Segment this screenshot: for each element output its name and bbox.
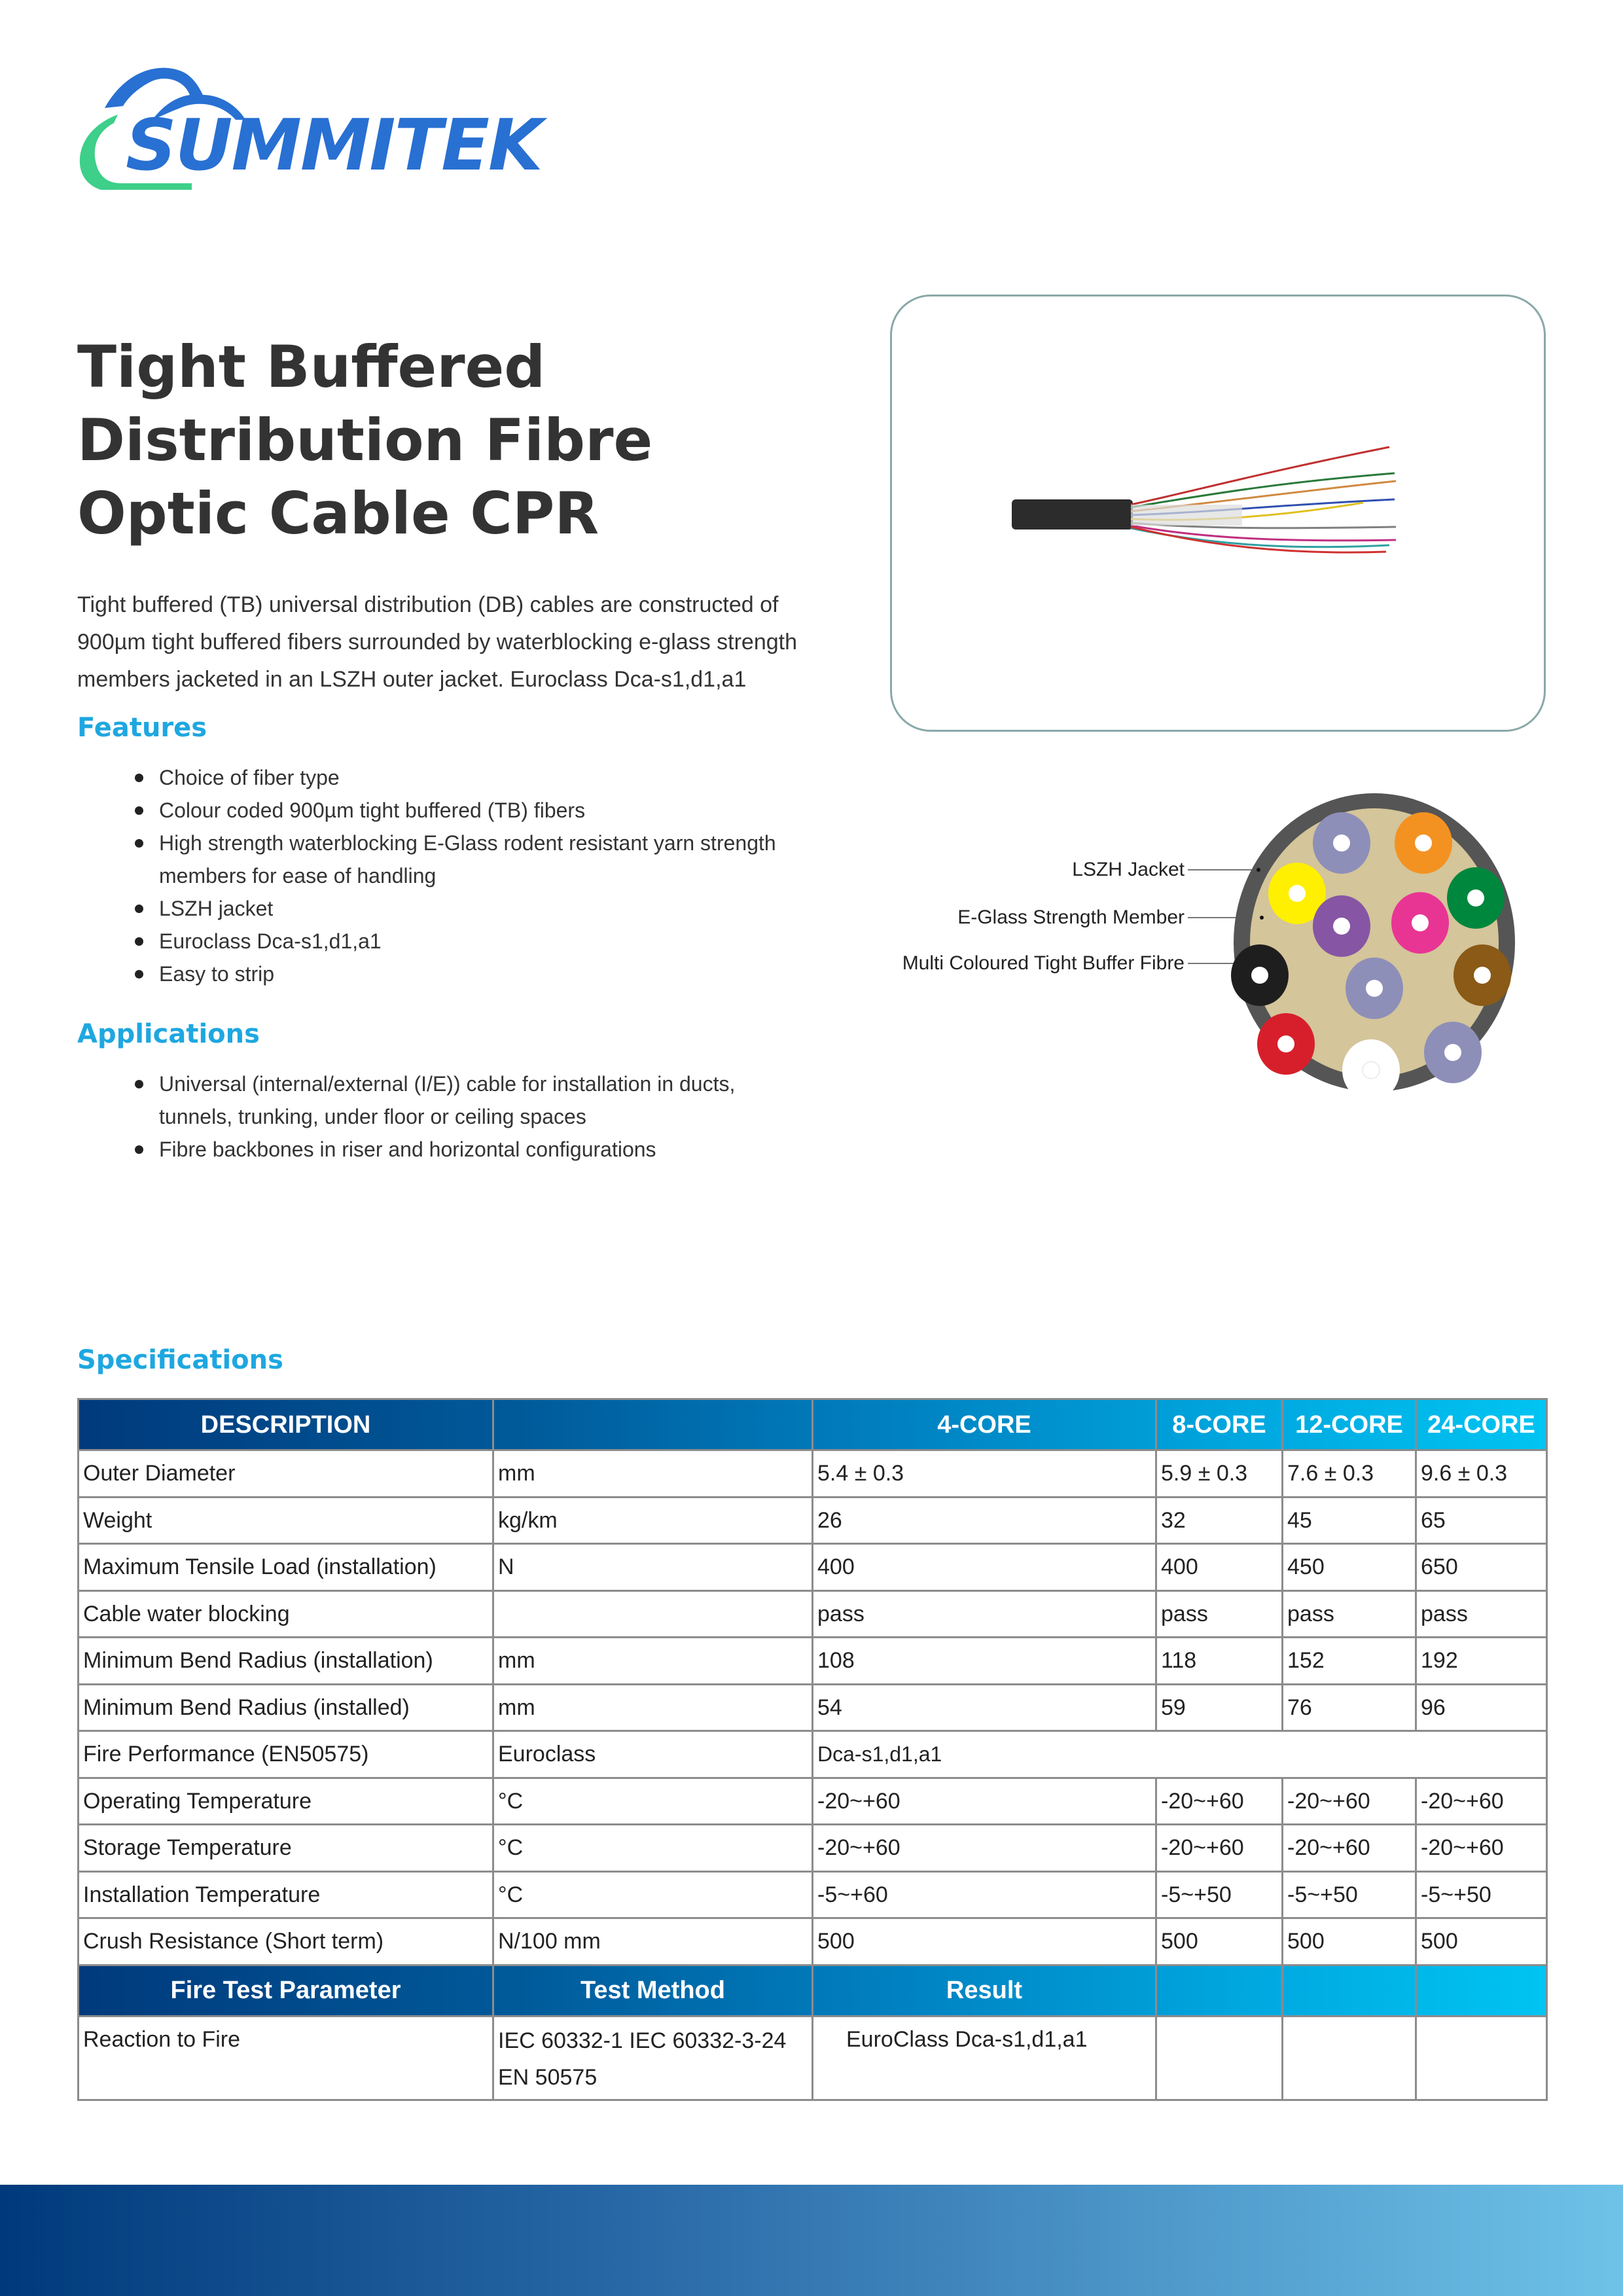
table-row [79, 1497, 1547, 1544]
table-cell: 118 [1156, 1638, 1283, 1685]
cable-photo [892, 296, 1546, 734]
table-cell: 152 [1283, 1638, 1416, 1685]
table-row [79, 1825, 1547, 1872]
specifications-heading: Specifications [77, 1345, 283, 1375]
table-cell: -20~+60 [1416, 1778, 1547, 1825]
table-cell: °C [493, 1871, 813, 1918]
diagram-label: LSZH Jacket [1072, 859, 1185, 880]
table-cell: 32 [1156, 1497, 1283, 1544]
table-cell: IEC 60332-1 IEC 60332-3-24 EN 50575 [493, 2016, 813, 2100]
table-row [79, 1638, 1547, 1685]
table-cell: -20~+60 [1156, 1825, 1283, 1872]
table-row [79, 1450, 1547, 1498]
table-cell: Installation Temperature [79, 1871, 493, 1918]
list-item: Easy to strip [77, 958, 823, 990]
table-cell: -20~+60 [1283, 1778, 1416, 1825]
table-cell: Minimum Bend Radius (installed) [79, 1684, 493, 1731]
empty-header [1283, 1965, 1416, 2016]
list-item: High strength waterblocking E-Glass rodent resistant yarn strength members for ease of handling [77, 827, 823, 892]
intro-paragraph: Tight buffered (TB) universal distribution (DB) cables are constructed of 900µm tight buffered fibers surrounded by waterblocking e-glass strength members jacketed in an LSZH outer jacket. Euroclass Dca-s1,d1,a1 [77, 592, 798, 692]
table-cell: 96 [1416, 1684, 1547, 1731]
fibre-core [1289, 885, 1306, 902]
cable-photo-frame [890, 295, 1546, 732]
table-cell: pass [1416, 1590, 1547, 1638]
column-header: Test Method [493, 1965, 813, 2016]
fire-test-header-row [79, 1965, 1547, 2016]
fibre-core [1333, 834, 1350, 852]
table-row [79, 1731, 1547, 1778]
table-cell: Minimum Bend Radius (installation) [79, 1638, 493, 1685]
list-item: LSZH jacket [77, 892, 823, 925]
fibre-core [1333, 918, 1350, 935]
table-cell: Fire Performance (EN50575) [79, 1731, 493, 1778]
cable-cross-section-diagram [890, 785, 1544, 1100]
table-cell [493, 1590, 813, 1638]
fibre-core [1474, 967, 1491, 984]
table-row [79, 1544, 1547, 1591]
footer-band [0, 2185, 1623, 2296]
table-cell: -5~+50 [1283, 1871, 1416, 1918]
table-cell: 108 [813, 1638, 1156, 1685]
list-item: Fibre backbones in riser and horizontal configurations [77, 1133, 771, 1166]
title-line: Optic Cable CPR [77, 480, 599, 547]
table-cell: kg/km [493, 1497, 813, 1544]
table-cell: mm [493, 1638, 813, 1685]
column-header: 4-CORE [813, 1399, 1156, 1450]
table-cell: Euroclass [493, 1731, 813, 1778]
applications-heading: Applications [77, 1019, 260, 1049]
table-cell: °C [493, 1778, 813, 1825]
empty-header [1156, 1965, 1283, 2016]
table-cell: 192 [1416, 1638, 1547, 1685]
features-list [77, 761, 823, 990]
table-cell: -20~+60 [1156, 1778, 1283, 1825]
table-cell: -20~+60 [813, 1778, 1156, 1825]
empty-header [1416, 1965, 1547, 2016]
table-cell: Outer Diameter [79, 1450, 493, 1498]
table-cell: 500 [813, 1918, 1156, 1965]
fibre-core [1415, 834, 1432, 852]
column-header: DESCRIPTION [79, 1399, 493, 1450]
table-row [79, 2016, 1547, 2100]
table-cell: 400 [1156, 1544, 1283, 1591]
table-cell: pass [1283, 1590, 1416, 1638]
features-heading: Features [77, 713, 207, 743]
specifications-table [77, 1398, 1548, 2101]
table-cell: Reaction to Fire [79, 2016, 493, 2100]
table-cell: 9.6 ± 0.3 [1416, 1450, 1547, 1498]
table-cell: 45 [1283, 1497, 1416, 1544]
table-cell: N [493, 1544, 813, 1591]
table-cell: EuroClass Dca-s1,d1,a1 [813, 2016, 1156, 2100]
table-cell: 7.6 ± 0.3 [1283, 1450, 1416, 1498]
table-cell: °C [493, 1825, 813, 1872]
table-cell: mm [493, 1684, 813, 1731]
table-cell: pass [1156, 1590, 1283, 1638]
brand-name: SUMMITEK [126, 105, 542, 187]
table-cell: -20~+60 [1416, 1825, 1547, 1872]
table-cell: 76 [1283, 1684, 1416, 1731]
table-cell: 500 [1156, 1918, 1283, 1965]
column-header: 24-CORE [1416, 1399, 1547, 1450]
diagram-label: Multi Coloured Tight Buffer Fibre [902, 952, 1185, 974]
table-cell: Storage Temperature [79, 1825, 493, 1872]
list-item: Colour coded 900µm tight buffered (TB) fibers [77, 794, 823, 827]
empty-cell [1156, 2016, 1283, 2100]
table-header-row [79, 1399, 1547, 1450]
table-cell: Cable water blocking [79, 1590, 493, 1638]
table-cell: -5~+60 [813, 1871, 1156, 1918]
table-cell: 450 [1283, 1544, 1416, 1591]
fibre-core [1467, 889, 1484, 906]
table-cell: Crush Resistance (Short term) [79, 1918, 493, 1965]
table-cell: Maximum Tensile Load (installation) [79, 1544, 493, 1591]
table-cell: Dca-s1,d1,a1 [813, 1731, 1547, 1778]
summitek-logo [72, 59, 542, 190]
fibre-core [1277, 1035, 1294, 1052]
list-item: Universal (internal/external (I/E)) cable for installation in ducts, tunnels, trunking, under floor or ceiling spaces [77, 1067, 771, 1133]
table-row [79, 1778, 1547, 1825]
table-cell: 5.4 ± 0.3 [813, 1450, 1156, 1498]
table-cell: 500 [1283, 1918, 1416, 1965]
table-cell: 26 [813, 1497, 1156, 1544]
table-cell: 65 [1416, 1497, 1547, 1544]
title-line: Tight Buffered [77, 333, 546, 401]
fibre-core [1412, 914, 1429, 931]
left-column [77, 331, 823, 1166]
fibre-core [1363, 1062, 1380, 1079]
table-cell: N/100 mm [493, 1918, 813, 1965]
column-header [493, 1399, 813, 1450]
table-cell: 59 [1156, 1684, 1283, 1731]
table-row [79, 1918, 1547, 1965]
diagram-label: E-Glass Strength Member [957, 906, 1185, 928]
fibre-core [1366, 980, 1383, 997]
column-header: 8-CORE [1156, 1399, 1283, 1450]
table-row [79, 1684, 1547, 1731]
table-cell: 650 [1416, 1544, 1547, 1591]
table-cell: -5~+50 [1416, 1871, 1547, 1918]
table-cell: 500 [1416, 1918, 1547, 1965]
column-header: 12-CORE [1283, 1399, 1416, 1450]
empty-cell [1283, 2016, 1416, 2100]
title-line: Distribution Fibre [77, 406, 653, 474]
list-item: Choice of fiber type [77, 761, 823, 794]
table-cell: Operating Temperature [79, 1778, 493, 1825]
column-header: Result [813, 1965, 1156, 2016]
table-cell: -5~+50 [1156, 1871, 1283, 1918]
table-cell: pass [813, 1590, 1156, 1638]
fibre-core [1444, 1044, 1461, 1061]
cross-section-graphic [890, 785, 1544, 1100]
table-cell: 5.9 ± 0.3 [1156, 1450, 1283, 1498]
list-item: Euroclass Dca-s1,d1,a1 [77, 925, 823, 958]
table-cell: -20~+60 [813, 1825, 1156, 1872]
table-cell: -20~+60 [1283, 1825, 1416, 1872]
empty-cell [1416, 2016, 1547, 2100]
page-title [77, 331, 823, 550]
table-cell: 400 [813, 1544, 1156, 1591]
table-row [79, 1871, 1547, 1918]
table-row [79, 1590, 1547, 1638]
table-cell: mm [493, 1450, 813, 1498]
table-cell: Weight [79, 1497, 493, 1544]
applications-list [77, 1067, 771, 1166]
column-header: Fire Test Parameter [79, 1965, 493, 2016]
fibre-core [1251, 967, 1268, 984]
table-cell: 54 [813, 1684, 1156, 1731]
